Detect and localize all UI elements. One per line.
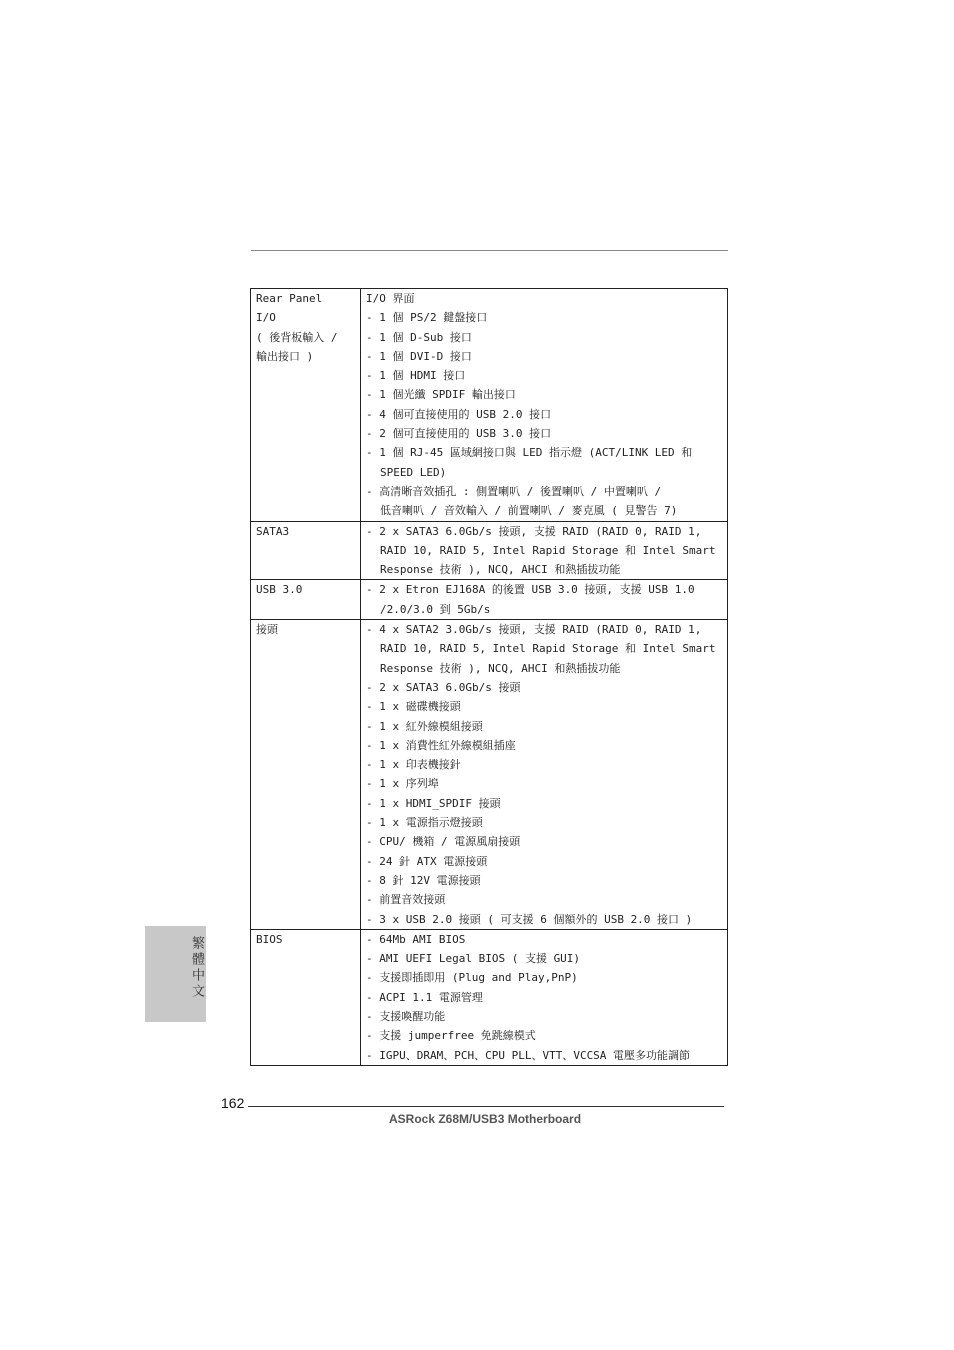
spec-table xyxy=(250,288,728,1066)
spec-item: Response 技術 ), NCQ, AHCI 和熱插拔功能 xyxy=(380,563,621,577)
spec-label-cell xyxy=(251,521,361,580)
spec-item: RAID 10, RAID 5, Intel Rapid Storage 和 Intel Smart xyxy=(380,543,716,557)
spec-label-line: I/O xyxy=(256,311,276,325)
spec-item: - 2 個可直接使用的 USB 3.0 接口 xyxy=(366,427,552,441)
spec-content-cell xyxy=(361,580,728,620)
language-label: 繁體中文 xyxy=(189,936,204,1000)
spec-row xyxy=(251,929,728,1065)
spec-item: /2.0/3.0 到 5Gb/s xyxy=(380,602,491,616)
spec-item: - 3 x USB 2.0 接頭 ( 可支援 6 個額外的 USB 2.0 接口 ) xyxy=(366,912,693,926)
spec-item: - 1 x 消費性紅外線模組插座 xyxy=(366,738,516,752)
spec-item: - 前置音效接頭 xyxy=(366,893,446,907)
language-side-tab xyxy=(145,926,206,1022)
spec-item: Response 技術 ), NCQ, AHCI 和熱插拔功能 xyxy=(380,661,621,675)
spec-item: - 2 x SATA3 6.0Gb/s 接頭, 支援 RAID (RAID 0, RAID 1, xyxy=(366,524,702,538)
spec-item: - 4 個可直接使用的 USB 2.0 接口 xyxy=(366,407,552,421)
spec-item: SPEED LED) xyxy=(380,465,447,479)
spec-item: - 1 x 序列埠 xyxy=(366,777,439,791)
spec-item: - 支援喚醒功能 xyxy=(366,1009,446,1023)
spec-item: - CPU/ 機箱 / 電源風扇接頭 xyxy=(366,835,521,849)
spec-item: - 2 x Etron EJ168A 的後置 USB 3.0 接頭, 支援 USB 1.0 xyxy=(366,583,695,597)
spec-label-line: Rear Panel xyxy=(256,292,323,305)
spec-item: - 高清晰音效插孔 : 側置喇叭 / 後置喇叭 / 中置喇叭 / xyxy=(366,484,662,498)
spec-content-cell xyxy=(361,620,728,930)
spec-item: - 1 個 HDMI 接口 xyxy=(366,369,466,383)
spec-item: - 1 x 電源指示燈接頭 xyxy=(366,816,483,830)
spec-item: - 4 x SATA2 3.0Gb/s 接頭, 支援 RAID (RAID 0, RAID 1, xyxy=(366,623,702,637)
spec-item: - 1 個光纖 SPDIF 輸出接口 xyxy=(366,388,516,402)
spec-row xyxy=(251,521,728,580)
spec-item: 低音喇叭 / 音效輸入 / 前置喇叭 / 麥克風 ( 見警告 7) xyxy=(380,504,678,518)
spec-content-cell xyxy=(361,289,728,522)
bottom-divider xyxy=(248,1106,724,1107)
spec-item: - 支援即插即用 (Plug and Play,PnP) xyxy=(366,971,578,985)
spec-row xyxy=(251,580,728,620)
spec-label-line: ( 後背板輸入 / xyxy=(256,330,338,344)
spec-item: - ACPI 1.1 電源管理 xyxy=(366,990,483,1004)
spec-item: - 64Mb AMI BIOS xyxy=(366,932,466,946)
spec-item: - 1 個 D-Sub 接口 xyxy=(366,330,472,344)
spec-label-line: USB 3.0 xyxy=(256,583,303,597)
spec-item: - 1 個 DVI-D 接口 xyxy=(366,349,472,363)
spec-item: - 1 個 RJ-45 區域網接口與 LED 指示燈 (ACT/LINK LED 和 xyxy=(366,446,693,460)
spec-row xyxy=(251,620,728,930)
spec-item: - 1 x 紅外線模組接頭 xyxy=(366,719,483,733)
spec-item: I/O 界面 xyxy=(366,292,415,305)
spec-item: - 8 針 12V 電源接頭 xyxy=(366,873,481,887)
spec-item: - 1 個 PS/2 鍵盤接口 xyxy=(366,311,488,325)
spec-item: - 1 x HDMI_SPDIF 接頭 xyxy=(366,796,501,810)
spec-item: - AMI UEFI Legal BIOS ( 支援 GUI) xyxy=(366,952,581,966)
footer-title: ASRock Z68M/USB3 Motherboard xyxy=(389,1112,582,1126)
top-divider xyxy=(251,250,728,251)
spec-content-cell xyxy=(361,929,728,1065)
spec-label-cell xyxy=(251,580,361,620)
spec-label-cell xyxy=(251,929,361,1065)
spec-item: - 1 x 磁碟機接頭 xyxy=(366,700,461,714)
spec-item: - IGPU、DRAM、PCH、CPU PLL、VTT、VCCSA 電壓多功能調節 xyxy=(366,1048,691,1062)
spec-item: - 2 x SATA3 6.0Gb/s 接頭 xyxy=(366,680,521,694)
spec-label-line: 接頭 xyxy=(256,623,278,637)
spec-label-cell xyxy=(251,620,361,930)
spec-item: RAID 10, RAID 5, Intel Rapid Storage 和 Intel Smart xyxy=(380,642,716,656)
spec-item: - 支援 jumperfree 免跳線模式 xyxy=(366,1029,536,1043)
spec-row xyxy=(251,289,728,522)
spec-label-line: SATA3 xyxy=(256,524,290,538)
spec-label-line: 輸出接口 ) xyxy=(256,349,314,363)
spec-item: - 24 針 ATX 電源接頭 xyxy=(366,854,488,868)
spec-content-cell xyxy=(361,521,728,580)
page-number: 162 xyxy=(221,1095,245,1111)
spec-item: - 1 x 印表機接針 xyxy=(366,758,461,772)
spec-label-cell xyxy=(251,289,361,522)
spec-label-line: BIOS xyxy=(256,932,283,946)
